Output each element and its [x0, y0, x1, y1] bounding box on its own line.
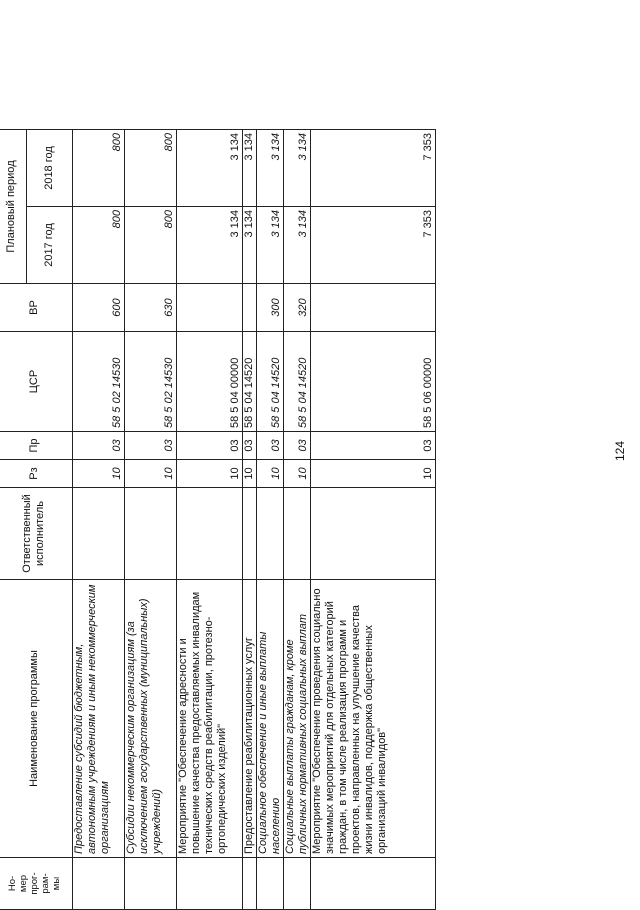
budget-table [0, 129, 436, 910]
program-name-cell: Предоставление реабилитационных услуг [243, 580, 257, 858]
csr-cell: 58 5 06 00000 [311, 332, 436, 432]
pr-cell: 03 [311, 432, 436, 460]
program-name-cell: Мероприятие "Обеспечение адресности и повышение качества предоставляемых инвалидам технических средств реабилитации, протезно-ортопедических изделий" [177, 580, 243, 858]
pr-cell: 03 [243, 432, 257, 460]
header-year-2018: 2018 год [27, 130, 73, 207]
vr-cell: 600 [73, 284, 125, 332]
year-2018-cell: 800 [125, 130, 177, 207]
vr-cell: 320 [284, 284, 311, 332]
year-2018-cell: 3 134 [243, 130, 257, 207]
year-2018-cell: 3 134 [284, 130, 311, 207]
row-number-cell [73, 858, 125, 910]
program-name-cell: Социальное обеспечение и иные выплаты населению [257, 580, 284, 858]
executor-cell [73, 488, 125, 580]
table-row [177, 130, 243, 910]
row-number-cell [257, 858, 284, 910]
header-pr: Пр [0, 432, 73, 460]
pr-cell: 03 [284, 432, 311, 460]
vr-cell [243, 284, 257, 332]
year-2018-cell: 7 353 [311, 130, 436, 207]
table-row [257, 130, 284, 910]
year-2017-cell: 800 [125, 207, 177, 284]
rz-cell: 10 [284, 460, 311, 488]
csr-cell: 58 5 02 14530 [125, 332, 177, 432]
vr-cell [177, 284, 243, 332]
csr-cell: 58 5 04 00000 [177, 332, 243, 432]
program-name-cell: Социальные выплаты гражданам, кроме публичных нормативных социальных выплат [284, 580, 311, 858]
executor-cell [177, 488, 243, 580]
budget-table-sheet [0, 130, 435, 910]
row-number-cell [125, 858, 177, 910]
executor-cell [243, 488, 257, 580]
program-name-cell: Мероприятие "Обеспечение проведения социально значимых мероприятий для отдельных категорий граждан, в том числе реализация программ и проектов, направленных на улучшение качества жизни инвалидов, поддержка общественных организаций инвалидов" [311, 580, 436, 858]
year-2017-cell: 7 353 [311, 207, 436, 284]
csr-cell: 58 5 04 14520 [243, 332, 257, 432]
rz-cell: 10 [311, 460, 436, 488]
executor-cell [257, 488, 284, 580]
rz-cell: 10 [243, 460, 257, 488]
pr-cell: 03 [125, 432, 177, 460]
rz-cell: 10 [73, 460, 125, 488]
table-row [284, 130, 311, 910]
program-name-cell: Субсидии некоммерческим организациям (за исключением государственных (муниципальных) учреждений) [125, 580, 177, 858]
executor-cell [311, 488, 436, 580]
csr-cell: 58 5 04 14520 [284, 332, 311, 432]
year-2018-cell: 800 [73, 130, 125, 207]
year-2018-cell: 3 134 [177, 130, 243, 207]
csr-cell: 58 5 04 14520 [257, 332, 284, 432]
pr-cell: 03 [257, 432, 284, 460]
header-name: Наименование программы [0, 580, 73, 858]
header-vr: ВР [0, 284, 73, 332]
pr-cell: 03 [73, 432, 125, 460]
year-2017-cell: 3 134 [257, 207, 284, 284]
header-executor: Ответственный исполнитель [0, 488, 73, 580]
executor-cell [125, 488, 177, 580]
csr-cell: 58 5 02 14530 [73, 332, 125, 432]
header-csr: ЦСР [0, 332, 73, 432]
table-row [311, 130, 436, 910]
pr-cell: 03 [177, 432, 243, 460]
year-2017-cell: 3 134 [243, 207, 257, 284]
header-year-2017: 2017 год [27, 207, 73, 284]
rz-cell: 10 [125, 460, 177, 488]
row-number-cell [243, 858, 257, 910]
year-2018-cell: 3 134 [257, 130, 284, 207]
year-2017-cell: 800 [73, 207, 125, 284]
rz-cell: 10 [257, 460, 284, 488]
table-row [125, 130, 177, 910]
table-row [73, 130, 125, 910]
year-2017-cell: 3 134 [284, 207, 311, 284]
row-number-cell [177, 858, 243, 910]
row-number-cell [284, 858, 311, 910]
vr-cell [311, 284, 436, 332]
header-number: Но- мер прог- рам- мы [0, 858, 73, 910]
vr-cell: 300 [257, 284, 284, 332]
table-row [243, 130, 257, 910]
program-name-cell: Предоставление субсидий бюджетным, автономным учреждениям и иным некоммерческим организациям [73, 580, 125, 858]
rz-cell: 10 [177, 460, 243, 488]
header-planned-period: Плановый период [0, 130, 27, 284]
vr-cell: 630 [125, 284, 177, 332]
executor-cell [284, 488, 311, 580]
header-rz: Рз [0, 460, 73, 488]
row-number-cell [311, 858, 436, 910]
year-2017-cell: 3 134 [177, 207, 243, 284]
page-number: 124 [613, 440, 627, 462]
